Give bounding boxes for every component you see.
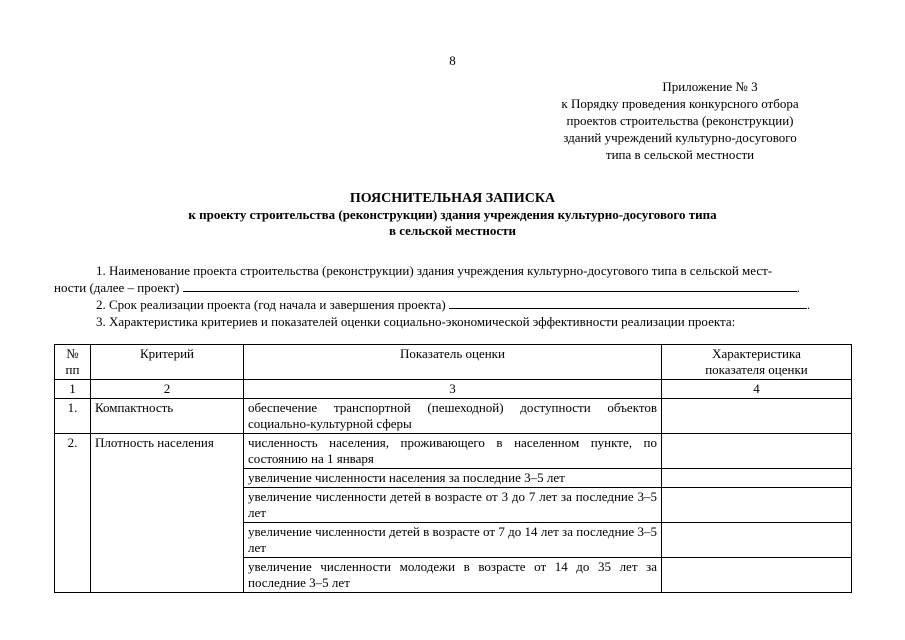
row-criterion: Плотность населения	[91, 434, 244, 593]
row-characteristic	[662, 434, 852, 469]
appendix-line: проектов строительства (реконструкции)	[566, 113, 794, 128]
table-header-row	[55, 345, 852, 380]
appendix-block	[540, 78, 820, 163]
paragraph-text: 3. Характеристика критериев и показателей оценки социально-экономической эффективности реализации проекта:	[96, 314, 736, 329]
row-criterion: Компактность	[91, 399, 244, 434]
row-number: 2.	[55, 434, 91, 593]
blank-field	[183, 279, 797, 292]
paragraph-1	[54, 262, 850, 279]
paragraph-1-cont: ности (далее – проект) .	[54, 280, 800, 295]
column-number: 2	[91, 380, 244, 399]
appendix-line: типа в сельской местности	[605, 147, 755, 162]
title-line: в сельской местности	[388, 223, 517, 238]
row-indicator: увеличение численности детей в возрасте от 7 до 14 лет за последние 3–5 лет	[244, 523, 662, 558]
criteria-table	[54, 344, 852, 593]
appendix-line: зданий учреждений культурно-досугового	[563, 130, 797, 145]
row-indicator: увеличение численности молодежи в возрасте от 14 до 35 лет за последние 3–5 лет	[244, 558, 662, 593]
paragraph-text: ности (далее – проект)	[54, 280, 180, 295]
table-row	[55, 434, 852, 469]
column-number: 3	[244, 380, 662, 399]
blank-field	[449, 296, 807, 309]
row-characteristic	[662, 469, 852, 488]
row-characteristic	[662, 399, 852, 434]
paragraph-text: 2. Срок реализации проекта (год начала и завершения проекта)	[96, 297, 446, 312]
header-indicator: Показатель оценки	[244, 345, 662, 380]
title-heading: ПОЯСНИТЕЛЬНАЯ ЗАПИСКА	[349, 191, 556, 206]
body-text	[54, 262, 850, 330]
paragraph-3	[54, 313, 850, 330]
table-row	[55, 399, 852, 434]
document-title	[0, 190, 905, 239]
row-indicator: численность населения, проживающего в населенном пункте, по состоянию на 1 января	[244, 434, 662, 469]
row-characteristic	[662, 558, 852, 593]
paragraph-text: 1. Наименование проекта строительства (реконструкции) здания учреждения культурно-досугового типа в сельской мест-	[96, 263, 773, 278]
column-number: 4	[662, 380, 852, 399]
column-number: 1	[55, 380, 91, 399]
title-line: к проекту строительства (реконструкции) здания учреждения культурно-досугового типа	[188, 207, 717, 222]
row-indicator: увеличение численности населения за последние 3–5 лет	[244, 469, 662, 488]
row-indicator: увеличение численности детей в возрасте от 3 до 7 лет за последние 3–5 лет	[244, 488, 662, 523]
row-characteristic	[662, 523, 852, 558]
row-characteristic	[662, 488, 852, 523]
page-number: 8	[449, 53, 456, 68]
row-indicator: обеспечение транспортной (пешеходной) доступности объектов социально-культурной сферы	[244, 399, 662, 434]
appendix-line: Приложение № 3	[662, 79, 758, 94]
row-number: 1.	[55, 399, 91, 434]
column-number-row	[55, 380, 852, 399]
header-characteristic: Характеристика показателя оценки	[662, 345, 852, 380]
header-num: № пп	[55, 345, 91, 380]
header-criterion: Критерий	[91, 345, 244, 380]
appendix-line: к Порядку проведения конкурсного отбора	[561, 96, 799, 111]
paragraph-2: 2. Срок реализации проекта (год начала и завершения проекта) .	[96, 297, 811, 312]
